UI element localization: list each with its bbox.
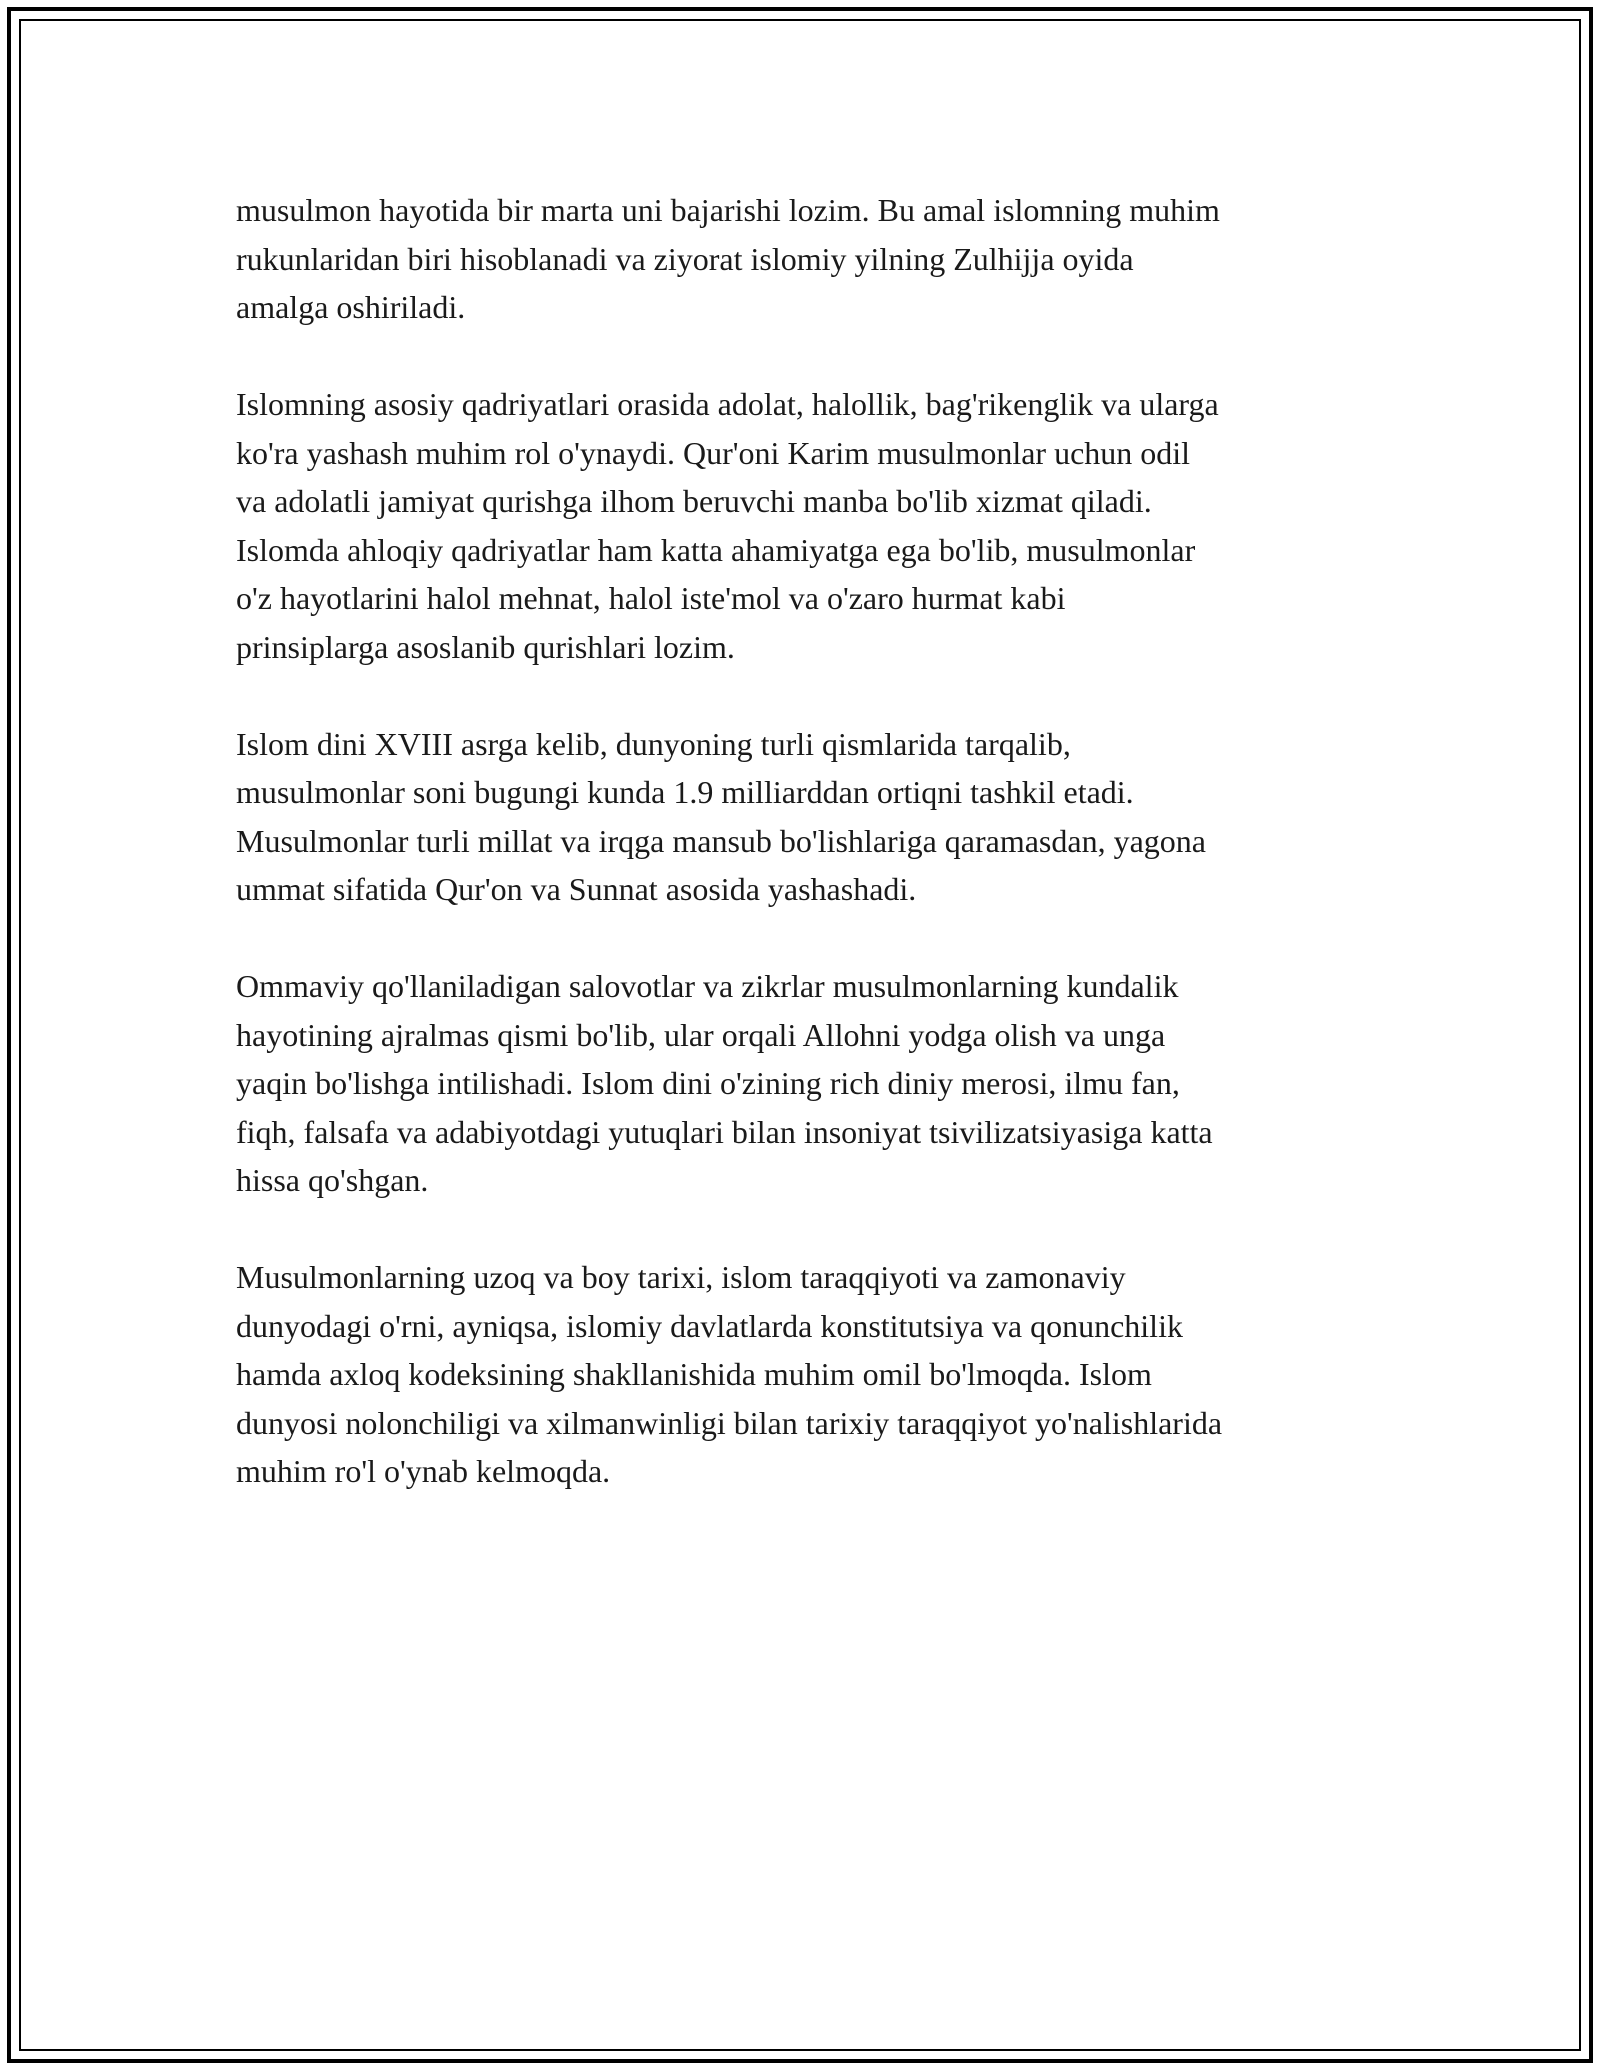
text-line: rukunlaridan biri hisoblanadi va ziyorat islomiy yilning Zulhijja oyida — [236, 240, 1134, 277]
text-line: hamda axloq kodeksining shakllanishida muhim omil bo'lmoqda. Islom — [236, 1356, 1152, 1392]
text-line: Islomning asosiy qadriyatlari orasida adolat, halollik, bag'rikenglik va ularga — [236, 386, 1219, 422]
text-line: Musulmonlarning uzoq va boy tarixi, islom taraqqiyoti va zamonaviy — [236, 1259, 1126, 1295]
paragraph-1 — [236, 186, 1396, 332]
text-line: ummat sifatida Qur'on va Sunnat asosida yashashadi. — [236, 871, 917, 907]
text-line: amalga oshiriladi. — [236, 289, 466, 325]
text-line: Musulmonlar turli millat va irqga mansub bo'lishlariga qaramasdan, yagona — [236, 822, 1206, 859]
paragraph-2 — [236, 380, 1396, 671]
text-line: fiqh, falsafa va adabiyotdagi yutuqlari bilan insoniyat tsivilizatsiyasiga katta — [236, 1113, 1213, 1150]
text-line: musulmonlar soni bugungi kunda 1.9 milliarddan ortiqni tashkil etadi. — [236, 774, 1134, 810]
text-line: hissa qo'shgan. — [236, 1162, 429, 1198]
text-line: yaqin bo'lishga intilishadi. Islom dini o'zining rich diniy merosi, ilmu fan, — [236, 1065, 1180, 1101]
text-line: Islom dini XVIII asrga kelib, dunyoning turli qismlarida tarqalib, — [236, 725, 1071, 762]
text-line: dunyosi nolonchiligi va xilmanwinligi bilan tarixiy taraqqiyot yo'nalishlarida — [236, 1404, 1223, 1441]
text-line: o'z hayotlarini halol mehnat, halol iste'mol va o'zaro hurmat kabi — [236, 580, 1066, 616]
paragraph-4 — [236, 962, 1396, 1205]
text-line: va adolatli jamiyat qurishga ilhom beruvchi manba bo'lib xizmat qiladi. — [236, 483, 1152, 519]
text-line: ko'ra yashash muhim rol o'ynaydi. Qur'oni Karim musulmonlar uchun odil — [236, 434, 1191, 471]
paragraph-3 — [236, 720, 1396, 914]
text-line: dunyodagi o'rni, ayniqsa, islomiy davlatlarda konstitutsiya va qonunchilik — [236, 1307, 1183, 1344]
paragraph-5 — [236, 1253, 1396, 1496]
text-line: musulmon hayotida bir marta uni bajarishi lozim. Bu amal islomning muhim — [236, 192, 1220, 228]
text-line: muhim ro'l o'ynab kelmoqda. — [236, 1453, 611, 1489]
text-line: prinsiplarga asoslanib qurishlari lozim. — [236, 628, 735, 665]
text-line: Islomda ahloqiy qadriyatlar ham katta ahamiyatga ega bo'lib, musulmonlar — [236, 531, 1196, 568]
document-body — [236, 186, 1396, 1544]
text-line: Ommaviy qo'llaniladigan salovotlar va zikrlar musulmonlarning kundalik — [236, 968, 1179, 1004]
text-line: hayotining ajralmas qismi bo'lib, ular orqali Allohni yodga olish va unga — [236, 1016, 1166, 1053]
